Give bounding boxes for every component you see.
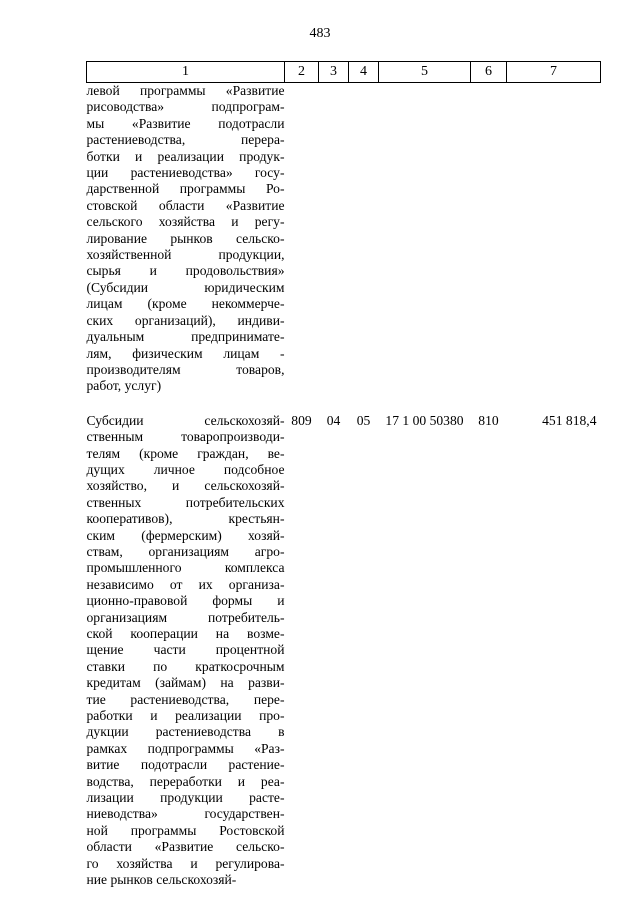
description-line: рисоводства» подпрограм- [86, 99, 285, 115]
column-header: 7 [507, 62, 601, 83]
column-header: 4 [349, 62, 379, 83]
description-line: дущих личное подсобное [86, 461, 285, 477]
description-line: ствам, организациям агро- [86, 543, 285, 559]
description-line: (Субсидии юридическим [86, 279, 285, 295]
description-line: независимо от их организа- [86, 576, 285, 592]
cell-expense-type [471, 83, 507, 413]
column-header: 5 [379, 62, 471, 83]
description-line: щение части процентной [86, 642, 285, 658]
description-line: витие подотрасли растение- [86, 757, 285, 773]
description-line: лям, физическим лицам - [86, 345, 285, 361]
description-line: телям (кроме граждан, ве- [86, 445, 285, 461]
description-line: ционно-правовой формы и [86, 593, 285, 609]
column-header: 2 [285, 62, 319, 83]
description-line: ставки по краткосрочным [86, 658, 285, 674]
description-line: дукции растениеводства в [86, 724, 285, 740]
description-line: дуальным предпринимате- [86, 329, 285, 345]
cell-ministry-code: 809 [291, 412, 312, 428]
description-line: сырья и продовольствия» [86, 263, 285, 279]
cell-amount: 451 818,4 [542, 412, 597, 428]
description-line: левой программы «Развитие [86, 83, 285, 98]
description-line: лицам (кроме некоммерче- [86, 296, 285, 312]
cell-subsection-code [349, 83, 379, 413]
row-description [87, 83, 285, 413]
description-line: рамках подпрограммы «Раз- [86, 740, 285, 756]
description-line: ботки и реализации продук- [86, 148, 285, 164]
description-line: дарственной программы Ро- [86, 181, 285, 197]
cell-target-code [379, 83, 471, 413]
budget-table [86, 61, 601, 889]
cell-subsection-code: 05 [356, 412, 371, 428]
description-line: хозяйство, и сельскохозяй- [86, 478, 285, 494]
cell-expense-type: 810 [478, 412, 499, 428]
description-line: ственных потребительских [86, 494, 285, 510]
description-line: промышленного комплекса [86, 560, 285, 576]
page-number: 483 [309, 26, 331, 41]
description-line: хозяйственной продукции, [86, 247, 285, 263]
description-line: производителям товаров, [86, 361, 285, 377]
description-line: лирование рынков сельско- [86, 230, 285, 246]
description-line: кредитам (займам) на разви- [86, 675, 285, 691]
cell-section-code: 04 [326, 412, 341, 428]
description-line: ниеводства» государствен- [86, 806, 285, 822]
column-header: 6 [471, 62, 507, 83]
description-line: ние рынков сельскохозяй- [86, 872, 237, 888]
column-header: 3 [319, 62, 349, 83]
description-line: кооперативов), крестьян- [86, 511, 285, 527]
table-row [87, 413, 601, 889]
description-line: сельского хозяйства и регу- [86, 214, 285, 230]
description-line: стовской области «Развитие [86, 197, 285, 213]
description-line: работ, услуг) [86, 378, 162, 394]
description-line: лизации продукции расте- [86, 790, 285, 806]
description-line: ной программы Ростовской [86, 822, 285, 838]
description-line: тие растениеводства, пере- [86, 691, 285, 707]
description-line: растениеводства, перера- [86, 132, 285, 148]
description-line: мы «Развитие подотрасли [86, 115, 285, 131]
cell-target-code: 17 1 00 50380 [385, 412, 464, 428]
description-line: ции растениеводства» госу- [86, 165, 285, 181]
description-line: области «Развитие сельско- [86, 839, 285, 855]
column-header: 1 [87, 62, 285, 83]
description-line: ским (фермерским) хозяй- [86, 527, 285, 543]
table-row [87, 83, 601, 413]
description-line: го хозяйства и регулирова- [86, 855, 285, 871]
description-line: ских организаций), индиви- [86, 312, 285, 328]
description-line: Субсидии сельскохозяй- [86, 412, 285, 428]
description-line: работки и реализации про- [86, 708, 285, 724]
row-description [87, 413, 285, 889]
table-header-row [87, 62, 601, 83]
description-line: ской кооперации на возме- [86, 626, 285, 641]
description-line: организациям потребитель- [86, 609, 285, 625]
cell-amount [507, 83, 601, 413]
cell-section-code [319, 83, 349, 413]
description-line: водства, переработки и реа- [86, 773, 285, 789]
description-line: ственным товаропроизводи- [86, 429, 285, 445]
cell-ministry-code [285, 83, 319, 413]
